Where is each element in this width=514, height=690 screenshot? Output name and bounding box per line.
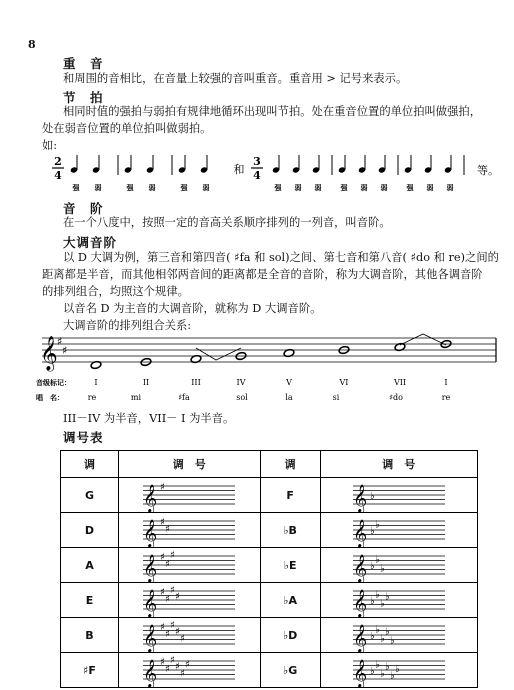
sharp-key-signature <box>118 653 260 688</box>
major-line2: 距离都是半音，而其他相邻两音间的距离都是全音的音阶，称为大调音阶，其他各调音阶 <box>42 268 483 281</box>
sharp-key-signature <box>118 478 260 513</box>
etc-label: 等。 <box>477 164 499 177</box>
key-signature-staff <box>353 653 445 687</box>
scale-text: 在一个八度中，按照一定的音高关系顺序排列的一列音，叫音阶。 <box>63 216 391 229</box>
quarter-note <box>404 155 412 174</box>
beat-heading: 节 拍 <box>63 90 104 105</box>
treble-clef-icon: 𝄞 <box>352 624 367 652</box>
col-signature-left: 调 号 <box>118 451 260 478</box>
sharp-icon: ♯ <box>165 663 171 675</box>
treble-clef-icon: 𝄞 <box>143 484 158 512</box>
quarter-note <box>424 155 432 174</box>
quarter-note <box>70 155 78 174</box>
flat-icon: ♭ <box>389 670 395 682</box>
scale-heading: 音 阶 <box>63 201 104 216</box>
sharp-key-signature <box>118 513 260 548</box>
flat-icon: ♭ <box>384 661 390 673</box>
sharp-icon: ♯ <box>185 659 191 671</box>
solfege-syllable: mi <box>130 393 142 402</box>
quarter-note <box>200 155 208 174</box>
flat-key-name: ♭E <box>260 548 320 583</box>
table-row <box>61 583 478 618</box>
name-label: 唱 名： <box>36 393 64 402</box>
flat-icon: ♭ <box>384 591 390 603</box>
flat-icon: ♭ <box>369 491 375 502</box>
sharp-icon: ♯ <box>160 517 166 528</box>
flat-icon: ♭ <box>374 624 380 636</box>
solfege-syllable: sol <box>236 393 248 402</box>
flat-key-name: F <box>260 478 320 513</box>
beat-label: 弱 <box>148 183 156 192</box>
key-signature-staff <box>143 653 235 687</box>
quarter-note <box>178 155 186 174</box>
table-row <box>61 618 478 653</box>
flat-key-signature <box>320 478 477 513</box>
beat-label: 强 <box>72 183 80 192</box>
flat-key-name: ♭B <box>260 513 320 548</box>
page-number: 8 <box>28 38 36 51</box>
treble-clef-icon: 𝄞 <box>143 589 158 617</box>
sharp-icon: ♯ <box>175 626 181 638</box>
quarter-note <box>272 155 280 174</box>
quarter-note <box>146 155 154 174</box>
flat-icon: ♭ <box>369 596 375 607</box>
beat-label: 弱 <box>94 183 102 192</box>
flat-icon: ♭ <box>374 589 380 601</box>
accent-text: 和周围的音相比，在音量上较强的音叫重音。重音用 > 记号来表示。 <box>63 72 408 85</box>
sharp-icon: ♯ <box>170 585 176 596</box>
treble-clef-icon: 𝄞 <box>143 554 158 582</box>
flat-key-name: ♭G <box>260 653 320 688</box>
flat-icon: ♭ <box>379 633 385 645</box>
treble-clef-icon: 𝄞 <box>352 484 367 512</box>
sharp-icon: ♯ <box>175 591 181 603</box>
key-signature-staff <box>353 618 445 652</box>
sharp-icon: ♯ <box>160 657 166 668</box>
flat-icon: ♭ <box>374 554 380 566</box>
flat-icon: ♭ <box>369 526 375 537</box>
key-signature-staff <box>353 583 445 617</box>
quarter-note <box>358 155 366 174</box>
beat-text-line1: 相同时值的强拍与弱拍有规律地循环出现叫节拍。处在重音位置的单位拍叫做强拍， <box>63 105 481 118</box>
treble-clef-icon: 𝄞 <box>143 659 158 687</box>
beat-label: 强 <box>406 183 414 192</box>
col-signature-right: 调 号 <box>320 451 477 478</box>
key-signature-staff <box>353 478 445 512</box>
key-signature-staff <box>143 478 235 512</box>
flat-key-signature <box>320 618 477 653</box>
d-major-scale-staff <box>36 328 506 408</box>
flat-key-signature <box>320 513 477 548</box>
sharp-key-name: E <box>61 583 119 618</box>
treble-clef-icon: 𝄞 <box>143 624 158 652</box>
table-header-row <box>61 451 478 478</box>
major-line5: 大调音阶的排列组合关系: <box>63 319 192 332</box>
major-heading: 大调音阶 <box>63 235 118 250</box>
treble-clef-icon: 𝄞 <box>352 589 367 617</box>
quarter-note <box>312 155 320 174</box>
beat-label: 弱 <box>294 183 302 192</box>
beat-text-line2: 处在弱音位置的单位拍叫做弱拍。 <box>42 122 212 135</box>
solfege-syllable: re <box>441 393 451 402</box>
key-signature-staff <box>143 618 235 652</box>
sharp-key-signature <box>118 583 260 618</box>
sharp-icon: ♯ <box>160 622 166 633</box>
flat-icon: ♭ <box>369 666 375 677</box>
major-line4: 以音名 D 为主音的大调音阶，就称为 D 大调音阶。 <box>63 302 322 315</box>
solfege-syllable: ♯fa <box>178 393 190 402</box>
flat-icon: ♭ <box>369 561 375 572</box>
sharp-key-name: B <box>61 618 119 653</box>
solfege-syllable: la <box>285 393 293 402</box>
sharp-c-icon: ♯ <box>62 344 68 357</box>
sharp-icon: ♯ <box>165 523 171 535</box>
key-signature-staff <box>143 513 235 547</box>
flat-icon: ♭ <box>389 635 395 647</box>
degree-mark: VII <box>393 378 407 387</box>
quarter-note <box>292 155 300 174</box>
table-row <box>61 513 478 548</box>
treble-clef-icon: 𝄞 <box>40 336 58 371</box>
quarter-note <box>124 155 132 174</box>
key-signature-staff <box>353 548 445 582</box>
sharp-icon: ♯ <box>165 628 171 640</box>
table-row <box>61 548 478 583</box>
sharp-icon: ♯ <box>180 633 186 645</box>
flat-key-name: ♭D <box>260 618 320 653</box>
flat-icon: ♭ <box>379 598 385 610</box>
treble-clef-icon: 𝄞 <box>143 519 158 547</box>
key-signature-staff <box>353 513 445 547</box>
flat-icon: ♭ <box>394 663 400 675</box>
flat-icon: ♭ <box>379 563 385 575</box>
flat-icon: ♭ <box>369 631 375 642</box>
major-line3: 的排列组合，均照这个规律。 <box>42 285 189 298</box>
quarter-note <box>444 155 452 174</box>
key-signature-table <box>60 450 478 688</box>
flat-key-signature <box>320 583 477 618</box>
time-sig-3-4-top: 3 <box>253 155 261 168</box>
key-table-heading: 调号表 <box>63 430 104 445</box>
beat-label: 强 <box>274 183 282 192</box>
treble-clef-icon: 𝄞 <box>352 554 367 582</box>
time-sig-3-4-bottom: 4 <box>253 169 261 182</box>
beat-label: 弱 <box>446 183 454 192</box>
sharp-icon: ♯ <box>170 655 176 666</box>
accent-heading: 重 音 <box>63 56 104 71</box>
treble-clef-icon: 𝄞 <box>352 519 367 547</box>
flat-key-signature <box>320 548 477 583</box>
sharp-icon: ♯ <box>180 668 186 680</box>
key-signature-staff <box>143 548 235 582</box>
sharp-icon: ♯ <box>160 482 166 493</box>
notes-3-4 <box>272 155 464 175</box>
key-signature-staff <box>143 583 235 617</box>
degree-mark: V <box>286 378 292 387</box>
flat-icon: ♭ <box>374 659 380 671</box>
quarter-note <box>92 155 100 174</box>
time-sig-2-4-top: 2 <box>54 155 62 168</box>
flat-key-signature <box>320 653 477 688</box>
degree-mark: I <box>444 378 448 387</box>
solfege-syllable: re <box>87 393 97 402</box>
flat-icon: ♭ <box>374 519 380 531</box>
quarter-note <box>338 155 346 174</box>
flat-key-name: ♭A <box>260 583 320 618</box>
sharp-f-icon: ♯ <box>57 335 63 348</box>
degree-mark: III <box>191 378 201 387</box>
solfege-syllable: ♯do <box>389 393 403 402</box>
rhythm-example <box>40 150 500 196</box>
degree-label: 音级标记： <box>36 378 71 387</box>
degree-mark: IV <box>236 378 246 387</box>
sharp-icon: ♯ <box>170 620 176 631</box>
sharp-key-name: ♯F <box>61 653 119 688</box>
treble-clef-icon: 𝄞 <box>352 659 367 687</box>
table-row <box>61 478 478 513</box>
beat-label: 强 <box>180 183 188 192</box>
col-key-left: 调 <box>61 451 119 478</box>
degree-mark: I <box>94 378 98 387</box>
sharp-icon: ♯ <box>170 550 176 561</box>
beat-label: 弱 <box>426 183 434 192</box>
beat-label: 弱 <box>380 183 388 192</box>
sharp-key-name: A <box>61 548 119 583</box>
example-label: 如: <box>42 139 58 152</box>
degree-mark: II <box>142 378 150 387</box>
sharp-key-signature <box>118 548 260 583</box>
time-sig-2-4-bottom: 4 <box>54 169 62 182</box>
semitone-bracket-7-8 <box>400 334 446 345</box>
major-line1: 以 D 大调为例，第三音和第四音( ♯fa 和 sol)之间、第七音和第八音( ♯do 和 re)之间的 <box>63 251 499 264</box>
and-label: 和 <box>233 163 245 176</box>
beat-label: 强 <box>340 183 348 192</box>
sharp-key-signature <box>118 618 260 653</box>
flat-icon: ♭ <box>379 668 385 680</box>
sharp-icon: ♯ <box>160 587 166 598</box>
sharp-key-name: G <box>61 478 119 513</box>
sharp-icon: ♯ <box>165 558 171 570</box>
degree-mark: VI <box>339 378 349 387</box>
sharp-icon: ♯ <box>165 593 171 605</box>
semitone-note: III－IV 为半音，VII－ I 为半音。 <box>63 412 235 425</box>
sharp-icon: ♯ <box>160 552 166 563</box>
notes-2-4 <box>70 155 208 175</box>
beat-label: 弱 <box>360 183 368 192</box>
col-key-right: 调 <box>260 451 320 478</box>
beat-label: 弱 <box>314 183 322 192</box>
table-row <box>61 653 478 688</box>
sharp-key-name: D <box>61 513 119 548</box>
flat-icon: ♭ <box>384 626 390 638</box>
beat-label: 弱 <box>202 183 210 192</box>
quarter-note <box>378 155 386 174</box>
solfege-syllable: si <box>332 393 340 402</box>
beat-label: 强 <box>126 183 134 192</box>
sharp-icon: ♯ <box>175 661 181 673</box>
